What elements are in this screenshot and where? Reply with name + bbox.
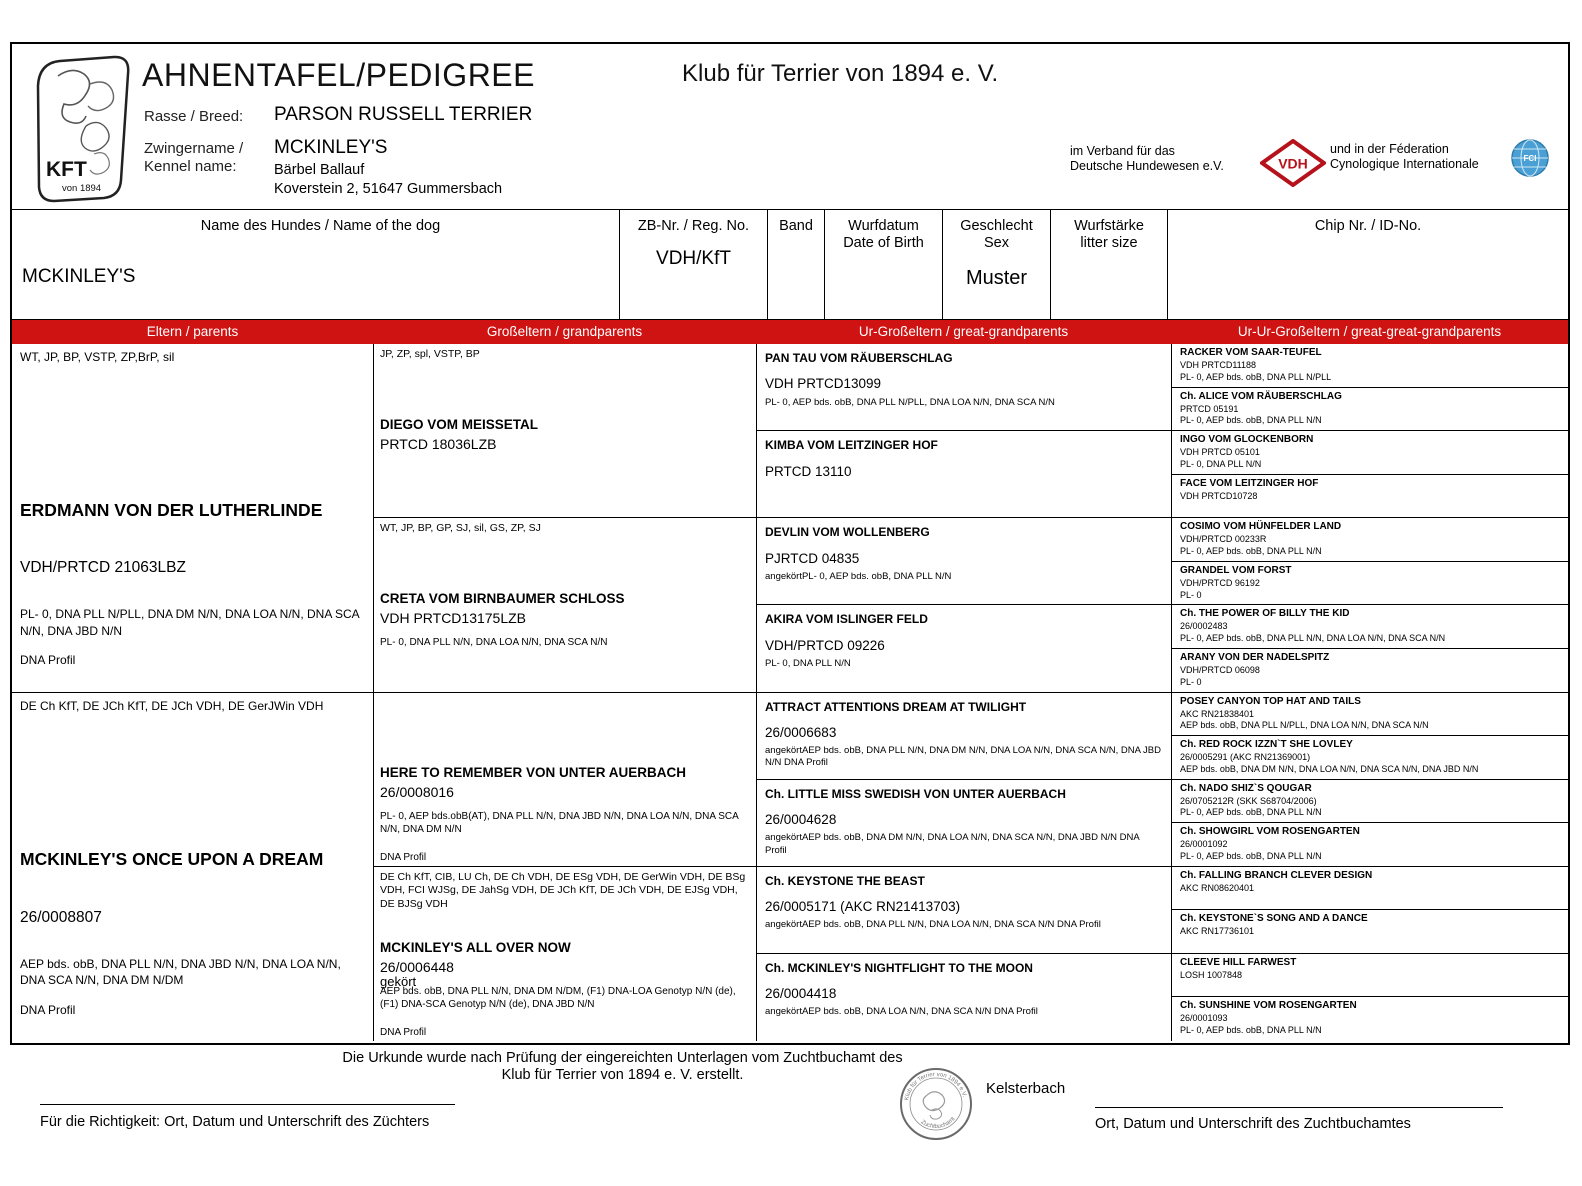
pedigree-sheet	[10, 42, 1570, 1045]
ancestor-titles: WT, JP, BP, VSTP, ZP,BrP, sil	[20, 350, 175, 364]
breed-label: Rasse / Breed:	[144, 108, 244, 125]
vdh-association-text	[1070, 144, 1224, 174]
ancestor-cell-grandparent	[373, 344, 756, 518]
ancestor-cell-great-great-grandparent	[1171, 954, 1568, 998]
ancestor-health: angekörtPL- 0, AEP bds. obB, DNA PLL N/N	[765, 570, 952, 582]
ancestor-cell-great-grandparent	[756, 693, 1171, 780]
ancestor-cell-great-great-grandparent	[1171, 823, 1568, 867]
dog-name-label: Name des Hundes / Name of the dog	[200, 218, 441, 234]
ancestor-name: INGO VOM GLOCKENBORN	[1180, 434, 1314, 446]
kft-logo-subtext: von 1894	[62, 183, 102, 194]
breeder-signature-caption: Für die Richtigkeit: Ort, Datum und Unterschrift des Züchters	[40, 1114, 430, 1130]
ancestor-reg: 26/0705212R (SKK S68704/2006)	[1180, 795, 1317, 806]
vdh-association-line2: Deutsche Hundewesen e.V.	[1070, 159, 1224, 173]
vdh-logo-icon	[1260, 139, 1326, 187]
ancestor-reg: AKC RN08620401	[1180, 882, 1255, 893]
stamp-place: Kelsterbach	[986, 1080, 1066, 1097]
header	[12, 44, 1568, 210]
ancestor-cell-grandparent	[373, 867, 756, 1041]
certification-line1: Die Urkunde wurde nach Prüfung der eingereichten Unterlagen vom Zuchtbuchamt des	[342, 1050, 903, 1066]
ancestor-titles: WT, JP, BP, GP, SJ, sil, GS, ZP, SJ	[380, 522, 541, 535]
ancestor-health: PL- 0, AEP bds. obB, DNA PLL N/PLL, DNA LOA N/N, DNA SCA N/N	[765, 396, 1055, 408]
ancestor-cell-great-grandparent	[756, 780, 1171, 867]
kft-logo-text: KFT	[46, 158, 87, 181]
ancestor-titles: JP, ZP, spl, VSTP, BP	[380, 348, 480, 360]
kennel-label	[144, 140, 243, 176]
ancestor-health: PL- 0, AEP bds. obB, DNA PLL N/N	[1180, 546, 1322, 557]
ancestor-name: Ch. ALICE VOM RÄUBERSCHLAG	[1180, 390, 1342, 402]
ancestor-name: CRETA VOM BIRNBAUMER SCHLOSS	[380, 591, 625, 606]
ancestor-reg: 26/0008807	[20, 908, 102, 926]
ancestor-reg: 26/0005291 (AKC RN21369001)	[1180, 752, 1311, 763]
ancestor-health: PL- 0, AEP bds. obB, DNA PLL N/N	[1180, 1025, 1322, 1036]
ancestor-health: angekörtAEP bds. obB, DNA DM N/N, DNA LOA N/N, DNA SCA N/N, DNA JBD N/N DNA Profil	[765, 832, 1140, 856]
ancestor-name: DEVLIN VOM WOLLENBERG	[765, 525, 930, 540]
ancestor-name: MCKINLEY'S ALL OVER NOW	[380, 939, 571, 955]
ancestor-name: Ch. NADO SHIZ`S QOUGAR	[1180, 782, 1312, 794]
birthdate-label-de: Wurfdatum	[848, 218, 919, 234]
breeder-name: Bärbel Ballauf	[274, 162, 365, 178]
ancestor-health: PL- 0, AEP bds. obB, DNA PLL N/N	[1180, 850, 1322, 861]
ancestor-name: PAN TAU VOM RÄUBERSCHLAG	[765, 351, 953, 365]
ancestor-reg: PRTCD 13110	[765, 463, 852, 479]
ancestor-reg: VDH/PRTCD 09226	[765, 637, 885, 653]
litter-size-cell	[1050, 210, 1167, 319]
band-cell	[767, 210, 824, 319]
ancestor-reg: VDH PRTCD10728	[1180, 490, 1258, 501]
dog-name-value: MCKINLEY'S	[22, 266, 136, 287]
generation-header-band	[12, 320, 1568, 344]
ancestor-cell-great-grandparent	[756, 431, 1171, 518]
pedigree-grid	[12, 344, 1568, 1041]
ancestor-reg: VDH/PRTCD 00233R	[1180, 534, 1267, 545]
dog-name-cell	[12, 210, 619, 319]
certification-line2: Klub für Terrier von 1894 e. V. erstellt.	[501, 1067, 744, 1084]
ancestor-cell-dam	[12, 693, 373, 1042]
ancestor-health: PL- 0, DNA PLL N/N, DNA LOA N/N, DNA SCA N/N	[380, 637, 608, 649]
ancestor-dna-profil: DNA Profil	[380, 851, 427, 863]
dog-info-row	[12, 210, 1568, 320]
ancestor-name: Ch. THE POWER OF BILLY THE KID	[1180, 608, 1350, 620]
breeder-address: Koverstein 2, 51647 Gummersbach	[274, 181, 503, 197]
ancestor-name: Ch. SHOWGIRL VOM ROSENGARTEN	[1180, 826, 1360, 838]
ancestor-health: AEP bds. obB, DNA PLL N/PLL, DNA LOA N/N, DNA SCA N/N	[1180, 720, 1429, 731]
ancestor-cell-grandparent	[373, 693, 756, 867]
ancestor-health: PL- 0, DNA PLL N/PLL, DNA DM N/N, DNA LOA N/N, DNA SCA N/N, DNA JBD N/N	[20, 607, 359, 638]
office-signature-caption: Ort, Datum und Unterschrift des Zuchtbuchamtes	[1095, 1116, 1411, 1132]
ancestor-reg: 26/0006448	[380, 959, 454, 976]
ancestor-cell-great-great-grandparent	[1171, 997, 1568, 1041]
ancestor-name: Ch. MCKINLEY'S NIGHTFLIGHT TO THE MOON	[765, 960, 1033, 975]
breed-value: PARSON RUSSELL TERRIER	[274, 104, 533, 125]
ancestor-name: POSEY CANYON TOP HAT AND TAILS	[1180, 695, 1361, 707]
ancestor-health: PL- 0	[1180, 589, 1202, 600]
ancestor-health: PL- 0, AEP bds. obB, DNA PLL N/N	[1180, 415, 1322, 426]
ancestor-cell-great-grandparent	[756, 954, 1171, 1041]
litter-size-label-de: Wurfstärke	[1074, 218, 1144, 234]
ancestor-health: angekörtAEP bds. obB, DNA LOA N/N, DNA SCA N/N DNA Profil	[765, 1006, 1038, 1018]
ancestor-cell-grandparent	[373, 518, 756, 692]
ancestor-health: PL- 0, AEP bds. obB, DNA PLL N/N	[1180, 807, 1322, 818]
ancestor-reg: 26/0006683	[765, 724, 837, 740]
stamp-ring-top-text: Klub für Terrier von 1894 e.V.	[904, 1071, 968, 1101]
ancestor-reg: VDH PRTCD13175LZB	[380, 610, 527, 627]
ancestor-health: PL- 0, AEP bds.obB(AT), DNA PLL N/N, DNA JBD N/N, DNA LOA N/N, DNA SCA N/N, DNA DM N/N	[380, 811, 739, 836]
ancestor-cell-great-great-grandparent	[1171, 605, 1568, 649]
ancestor-dna-profil: DNA Profil	[20, 653, 76, 668]
sex-label-de: Geschlecht	[960, 218, 1033, 234]
birthdate-cell	[824, 210, 942, 319]
ancestor-name: DIEGO VOM MEISSETAL	[380, 416, 539, 432]
registration-label: ZB-Nr. / Reg. No.	[637, 218, 750, 234]
ancestor-dna-profil: DNA Profil	[380, 1027, 427, 1039]
ancestor-reg: VDH/PRTCD 06098	[1180, 664, 1260, 675]
club-stamp-icon	[898, 1066, 974, 1142]
ancestor-name: ERDMANN VON DER LUTHERLINDE	[20, 500, 323, 521]
ancestor-health: PL- 0, DNA PLL N/N	[1180, 458, 1262, 469]
ancestor-cell-great-grandparent	[756, 867, 1171, 954]
generation-header-great-great-grandparents: Ur-Ur-Großeltern / great-great-grandparents	[1237, 323, 1502, 339]
ancestor-cell-great-grandparent	[756, 518, 1171, 605]
ancestor-cell-great-grandparent	[756, 605, 1171, 692]
club-name: Klub für Terrier von 1894 e. V.	[682, 60, 999, 87]
ancestor-name: MCKINLEY'S ONCE UPON A DREAM	[20, 849, 324, 870]
ancestor-health: AEP bds. obB, DNA PLL N/N, DNA DM N/DM, (F1) DNA-LOA Genotyp N/N (de), (F1) DNA-SCA Genotyp N/N (de), DNA JBD N/N	[380, 986, 736, 1011]
kennel-label-line1: Zwingername /	[144, 140, 244, 157]
fci-association-text	[1330, 142, 1479, 172]
ancestor-name: Ch. RED ROCK IZZN`T SHE LOVLEY	[1180, 739, 1353, 751]
ancestor-cell-great-great-grandparent	[1171, 518, 1568, 562]
sex-label	[943, 210, 1050, 253]
ancestor-cell-great-great-grandparent	[1171, 736, 1568, 780]
ancestor-reg: 26/0002483	[1180, 621, 1228, 632]
ancestor-reg: PRTCD 18036LZB	[380, 435, 497, 452]
ancestor-cell-great-grandparent	[756, 344, 1171, 431]
ancestor-dna-profil: DNA Profil	[20, 1002, 76, 1017]
birthdate-label-en: Date of Birth	[843, 235, 924, 252]
ancestor-cell-great-great-grandparent	[1171, 475, 1568, 519]
kft-club-logo-icon	[28, 54, 140, 204]
ancestor-name: Ch. LITTLE MISS SWEDISH VON UNTER AUERBACH	[765, 786, 1066, 801]
kennel-label-line2: Kennel name:	[144, 158, 237, 175]
fci-association-line2: Cynologique Internationale	[1330, 157, 1479, 171]
ancestor-name: Ch. KEYSTONE THE BEAST	[765, 873, 925, 888]
ancestor-cell-great-great-grandparent	[1171, 562, 1568, 606]
ancestor-cell-great-great-grandparent	[1171, 693, 1568, 737]
ancestor-name: ARANY VON DER NADELSPITZ	[1180, 651, 1330, 663]
litter-size-label	[1051, 210, 1167, 253]
sex-label-en: Sex	[984, 235, 1009, 252]
ancestor-titles: DE Ch KfT, CIB, LU Ch, DE Ch VDH, DE ESg VDH, DE GerWin VDH, DE BSg VDH, FCI WJSg, DE JahSg VDH, DE JCh KfT, DE JCh VDH, DE EJSg VDH, DE BJSg VDH	[380, 870, 746, 911]
fci-logo-text: FCI	[1523, 154, 1537, 163]
ancestor-reg: 26/0005171 (AKC RN21413703)	[765, 899, 961, 915]
ancestor-cell-great-great-grandparent	[1171, 431, 1568, 475]
litter-size-label-en: litter size	[1080, 235, 1138, 252]
ancestor-name: ATTRACT ATTENTIONS DREAM AT TWILIGHT	[765, 699, 1027, 714]
ancestor-name: Ch. SUNSHINE VOM ROSENGARTEN	[1180, 1000, 1357, 1012]
vdh-logo-text: VDH	[1278, 155, 1308, 172]
ancestor-health: AEP bds. obB, DNA PLL N/N, DNA JBD N/N, DNA LOA N/N, DNA SCA N/N, DNA DM N/DM	[20, 956, 341, 987]
ancestor-cell-great-great-grandparent	[1171, 344, 1568, 388]
registration-cell	[619, 210, 767, 319]
ancestor-reg: AKC RN21838401	[1180, 708, 1255, 719]
document-title: AHNENTAFEL/PEDIGREE	[142, 57, 535, 93]
ancestor-health: AEP bds. obB, DNA DM N/N, DNA LOA N/N, DNA SCA N/N, DNA JBD N/N	[1180, 763, 1479, 774]
stamp-ring-bottom-text: Zuchtbuchamt	[919, 1116, 957, 1131]
ancestor-health: PL- 0, DNA PLL N/N	[765, 657, 851, 669]
sex-cell	[942, 210, 1050, 319]
ancestor-breeding-approval: gekört	[380, 973, 417, 989]
birthdate-label	[825, 210, 942, 253]
ancestor-name: KIMBA VOM LEITZINGER HOF	[765, 438, 938, 453]
ancestor-name: FACE VOM LEITZINGER HOF	[1180, 477, 1319, 489]
fci-association-line1: und in der Féderation	[1330, 142, 1449, 156]
sex-value: Muster	[965, 267, 1028, 289]
ancestor-reg: 26/0004418	[765, 986, 837, 1002]
band-label: Band	[779, 218, 813, 234]
ancestor-reg: VDH PRTCD13099	[765, 376, 882, 392]
ancestor-name: COSIMO VOM HÜNFELDER LAND	[1180, 521, 1342, 533]
ancestor-reg: VDH PRTCD 05101	[1180, 447, 1260, 458]
ancestor-cell-sire	[12, 344, 373, 693]
ancestor-reg: LOSH 1007848	[1180, 969, 1243, 980]
ancestor-reg: 26/0004628	[765, 812, 837, 828]
ancestor-reg: PJRTCD 04835	[765, 550, 860, 566]
chip-label: Chip Nr. / ID-No.	[1314, 218, 1422, 234]
ancestor-name: HERE TO REMEMBER VON UNTER AUERBACH	[380, 765, 687, 781]
kennel-name: MCKINLEY'S	[274, 137, 388, 158]
ancestor-cell-great-great-grandparent	[1171, 780, 1568, 824]
ancestor-health: angekörtAEP bds. obB, DNA PLL N/N, DNA DM N/N, DNA LOA N/N, DNA SCA N/N, DNA JBD N/N DNA Profil	[765, 745, 1161, 769]
breeder-signature-line	[40, 1104, 455, 1105]
ancestor-name: CLEEVE HILL FARWEST	[1180, 956, 1297, 968]
generation-header-parents: Eltern / parents	[146, 323, 239, 339]
ancestor-reg: 26/0001092	[1180, 839, 1228, 850]
registration-value: VDH/KfT	[656, 248, 731, 269]
ancestor-cell-great-great-grandparent	[1171, 388, 1568, 432]
ancestor-cell-great-great-grandparent	[1171, 910, 1568, 954]
ancestor-name: AKIRA VOM ISLINGER FELD	[765, 612, 928, 627]
office-signature-line	[1095, 1107, 1503, 1108]
generation-header-great-grandparents: Ur-Großeltern / great-grandparents	[858, 323, 1069, 339]
ancestor-health: PL- 0, AEP bds. obB, DNA PLL N/N, DNA LOA N/N, DNA SCA N/N	[1180, 633, 1446, 644]
ancestor-cell-great-great-grandparent	[1171, 867, 1568, 911]
ancestor-reg: 26/0001093	[1180, 1013, 1228, 1024]
ancestor-reg: PRTCD 05191	[1180, 403, 1239, 414]
ancestor-health: PL- 0, AEP bds. obB, DNA PLL N/PLL	[1180, 371, 1332, 382]
fci-logo-icon	[1510, 138, 1550, 178]
ancestor-titles: DE Ch KfT, DE JCh KfT, DE JCh VDH, DE GerJWin VDH	[20, 698, 324, 713]
ancestor-reg: VDH/PRTCD 21063LBZ	[20, 559, 186, 577]
ancestor-reg: AKC RN17736101	[1180, 926, 1255, 937]
ancestor-health: PL- 0	[1180, 676, 1202, 687]
generation-header-grandparents: Großeltern / grandparents	[486, 323, 643, 339]
ancestor-reg: 26/0008016	[380, 784, 454, 801]
ancestor-name: Ch. FALLING BRANCH CLEVER DESIGN	[1180, 869, 1373, 881]
ancestor-reg: VDH PRTCD11188	[1180, 360, 1257, 370]
ancestor-health: angekörtAEP bds. obB, DNA PLL N/N, DNA LOA N/N, DNA SCA N/N DNA Profil	[765, 919, 1101, 931]
chip-cell	[1167, 210, 1568, 319]
ancestor-name: GRANDEL VOM FORST	[1180, 564, 1292, 576]
ancestor-name: Ch. KEYSTONE`S SONG AND A DANCE	[1180, 913, 1368, 925]
ancestor-cell-great-great-grandparent	[1171, 649, 1568, 693]
ancestor-reg: VDH/PRTCD 96192	[1180, 577, 1260, 588]
vdh-association-line1: im Verband für das	[1070, 144, 1175, 158]
ancestor-name: RACKER VOM SAAR-TEUFEL	[1180, 347, 1322, 358]
